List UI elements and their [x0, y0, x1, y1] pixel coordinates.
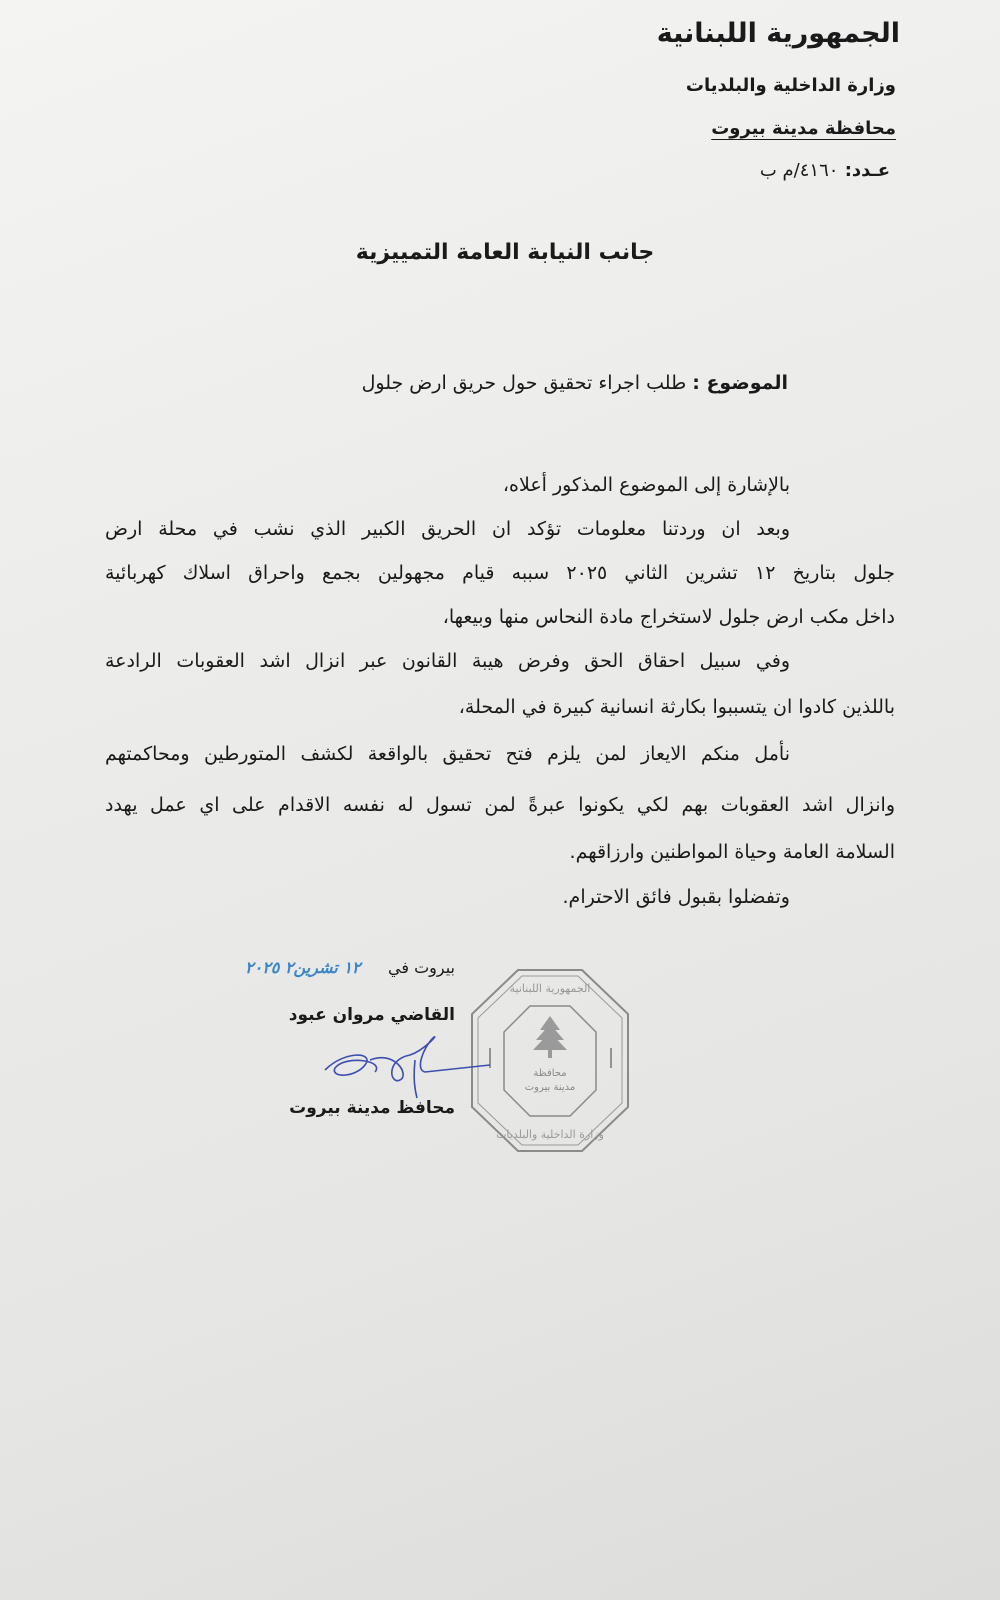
body-line: باللذين كادوا ان يتسببوا بكارثة انسانية كبيرة في المحلة، — [458, 696, 895, 718]
signatory-title: محافظ مدينة بيروت — [289, 1098, 455, 1118]
reference-label: عـدد: — [844, 160, 890, 181]
addressee: جانب النيابة العامة التمييزية — [355, 240, 655, 265]
stamp-outer-text-top: الجمهورية اللبنانية — [509, 982, 591, 995]
reference-value: ٤١٦٠/م ب — [759, 160, 839, 181]
handwritten-signature — [315, 1030, 495, 1100]
body-line: وتفضلوا بقبول فائق الاحترام. — [562, 886, 790, 908]
reference-number — [760, 160, 890, 181]
signatory-name: القاضي مروان عبود — [288, 1005, 455, 1025]
body-line: جلول بتاريخ ١٢ تشرين الثاني ٢٠٢٥ سببه قيام مجهولين بجمع واحراق اسلاك كهربائية — [105, 562, 895, 584]
body-line: بالإشارة إلى الموضوع المذكور أعلاه، — [502, 474, 790, 496]
body-line: وانزال اشد العقوبات بهم لكي يكونوا عبرةً لمن تسول له نفسه الاقدام على اي عمل يهدد — [105, 794, 895, 816]
subject-label: الموضوع : — [692, 372, 788, 394]
header-ministry: وزارة الداخلية والبلديات — [685, 75, 896, 96]
body-line: وبعد ان وردتنا معلومات تؤكد ان الحريق الكبير الذي نشب في محلة ارض — [105, 518, 790, 540]
stamp-inner-text-2: مدينة بيروت — [524, 1082, 576, 1093]
header-country: الجمهورية اللبنانية — [656, 18, 900, 49]
stamp-inner-text-1: محافظة — [533, 1068, 567, 1079]
cedar-tree-icon — [533, 1016, 567, 1058]
body-line: نأمل منكم الايعاز لمن يلزم فتح تحقيق بالواقعة لكشف المتورطين ومحاكمتهم — [105, 743, 790, 765]
header-governorate: محافظة مدينة بيروت — [711, 118, 896, 139]
subject-line — [362, 372, 788, 394]
stamp-outer-text-bottom: وزارة الداخلية والبلديات — [496, 1128, 604, 1141]
body-line: وفي سبيل احقاق الحق وفرض هيبة القانون عبر انزال اشد العقوبات الرادعة — [105, 650, 790, 672]
body-line: السلامة العامة وحياة المواطنين وارزاقهم. — [569, 841, 895, 863]
subject-text: طلب اجراء تحقيق حول حريق ارض جلول — [361, 372, 687, 394]
signature-date-stamp: ١٢ تشرين٢ ٢٠٢٥ — [245, 958, 361, 977]
body-line: داخل مكب ارض جلول لاستخراج مادة النحاس منها وبيعها، — [442, 606, 895, 628]
signature-place: بيروت في — [388, 958, 455, 977]
